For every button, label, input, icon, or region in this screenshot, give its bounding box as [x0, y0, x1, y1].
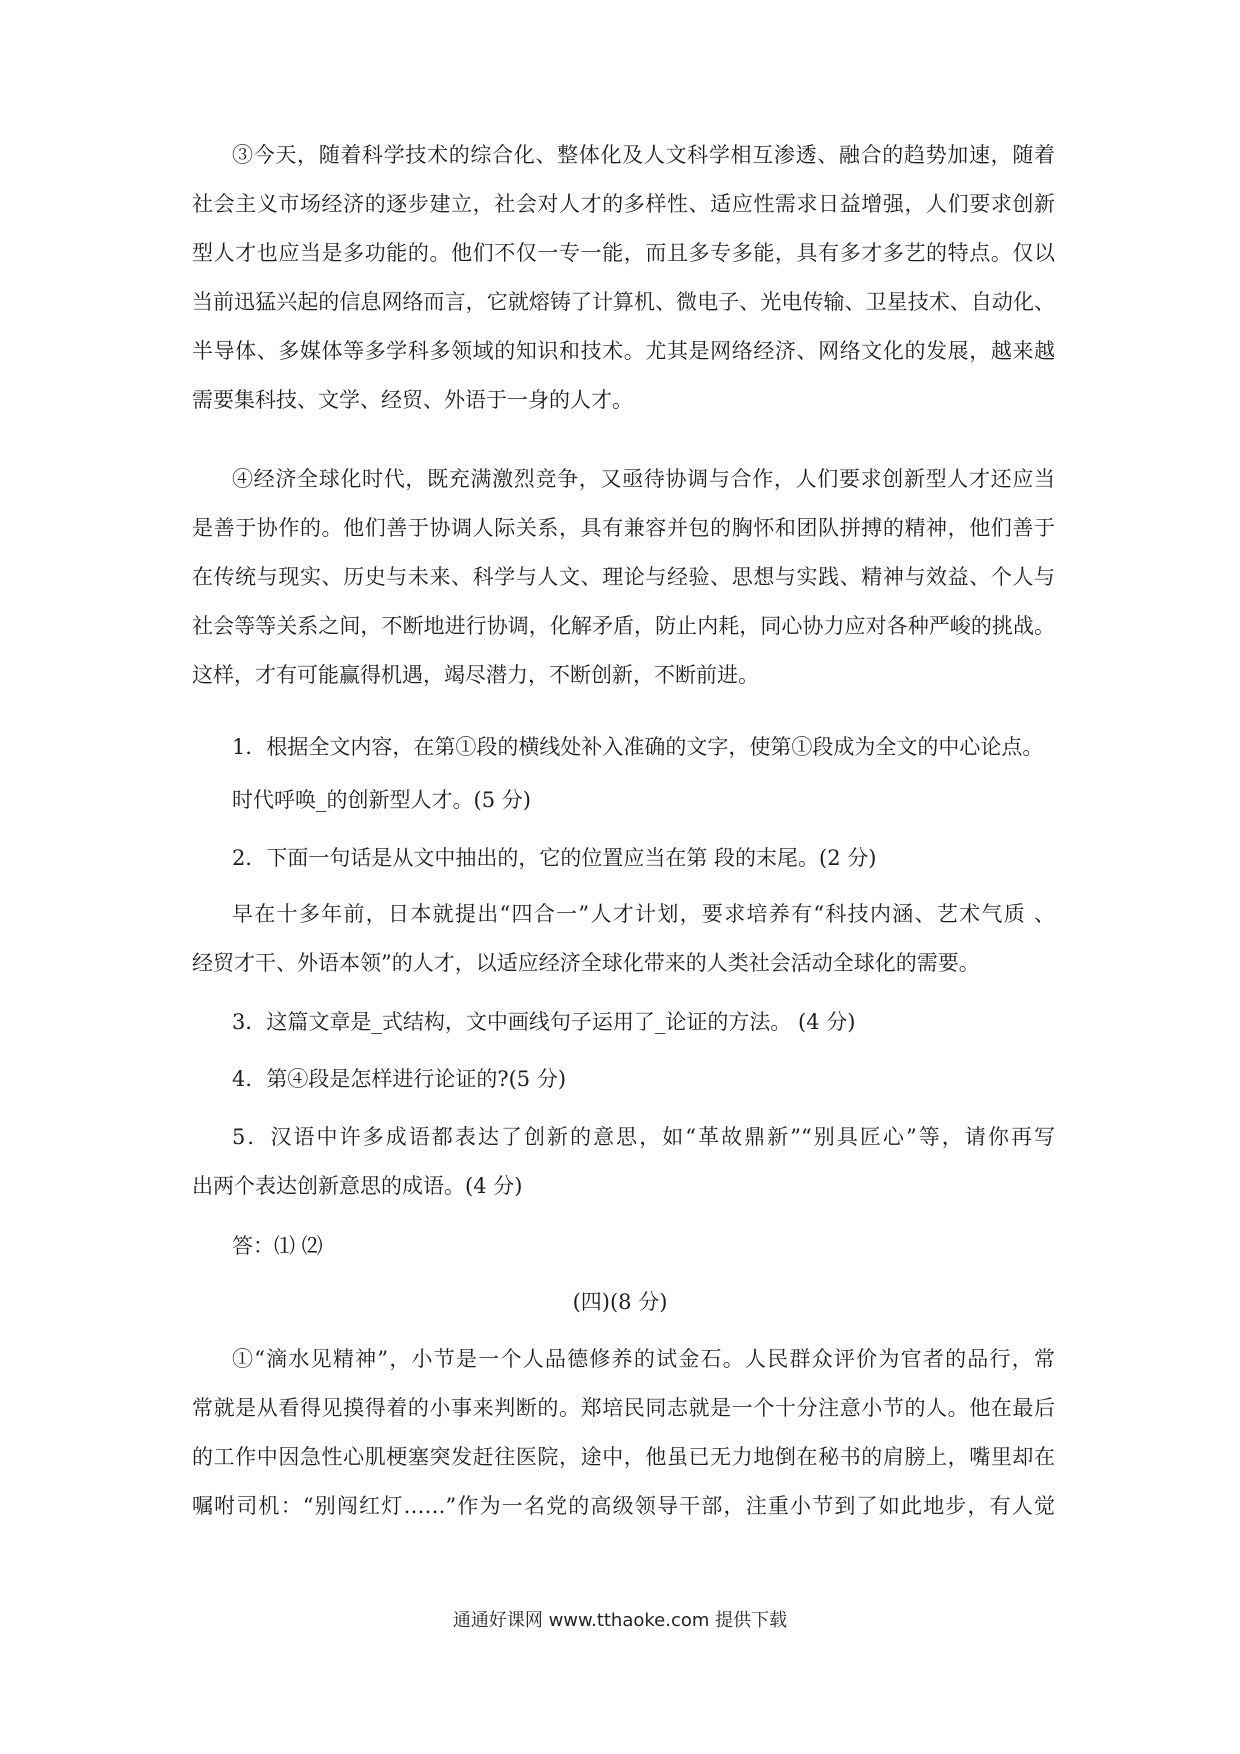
question-4: 4．第④段是怎样进行论证的?(5 分): [232, 1067, 567, 1091]
paragraph-line: 型人才也应当是多功能的。他们不仅一专一能，而且多专多能，具有多才多艺的特点。仅以: [192, 241, 1055, 265]
question-1-fill: 时代呼唤_的创新型人才。(5 分): [232, 788, 531, 812]
section-4-paragraph-1: [192, 1335, 1055, 1531]
paragraph-3: [192, 131, 1055, 425]
paragraph-line: 需要集科技、文学、经贸、外语于一身的人才。: [192, 388, 633, 412]
question-2: 2．下面一句话是从文中抽出的，它的位置应当在第 段的末尾。(2 分): [232, 846, 877, 870]
question-3: 3．这篇文章是_式结构，文中画线句子运用了_论证的方法。 (4 分): [232, 1010, 856, 1034]
paragraph-line: 在传统与现实、历史与未来、科学与人文、理论与经验、思想与实践、精神与效益、个人与: [192, 565, 1055, 589]
paragraph-line: 的工作中因急性心肌梗塞突发赶往医院，途中，他虽已无力地倒在秘书的肩膀上，嘴里却在: [192, 1445, 1055, 1469]
paragraph-line: 嘱咐司机：“别闯红灯……”作为一名党的高级领导干部，注重小节到了如此地步，有人觉: [192, 1494, 1055, 1518]
paragraph-4: [192, 455, 1055, 700]
paragraph-line: 当前迅猛兴起的信息网络而言，它就熔铸了计算机、微电子、光电传输、卫星技术、自动化、: [192, 290, 1055, 314]
paragraph-line: ①“滴水见精神”，小节是一个人品德修养的试金石。人民群众评价为官者的品行，常: [232, 1347, 1055, 1371]
question-1: 1．根据全文内容，在第①段的横线处补入准确的文字，使第①段成为全文的中心论点。: [232, 735, 1044, 759]
paragraph-line: 社会等等关系之间，不断地进行协调，化解矛盾，防止内耗，同心协力应对各种严峻的挑战。: [192, 614, 1055, 638]
answer-line: 答：⑴ ⑵: [232, 1234, 323, 1258]
paragraph-line: 常就是从看得见摸得着的小事来判断的。郑培民同志就是一个十分注意小节的人。他在最后: [192, 1396, 1055, 1420]
paragraph-line: 是善于协作的。他们善于协调人际关系，具有兼容并包的胸怀和团队拼搏的精神，他们善于: [192, 516, 1055, 540]
page-footer: 通通好课网 www.tthaoke.com 提供下载: [452, 1610, 788, 1631]
paragraph-line: ④经济全球化时代，既充满激烈竞争，又亟待协调与合作，人们要求创新型人才还应当: [232, 467, 1055, 491]
question-line: 出两个表达创新意思的成语。(4 分): [192, 1174, 523, 1198]
quote-line: 经贸才干、外语本领”的人才，以适应经济全球化带来的人类社会活动全球化的需要。: [192, 951, 980, 975]
question-2-quote: [192, 890, 1055, 988]
question-5: [192, 1113, 1055, 1211]
paragraph-line: 半导体、多媒体等多学科多领域的知识和技术。尤其是网络经济、网络文化的发展，越来越: [192, 339, 1055, 363]
section-heading: (四)(8 分): [572, 1290, 668, 1314]
paragraph-line: 社会主义市场经济的逐步建立，社会对人才的多样性、适应性需求日益增强，人们要求创新: [192, 192, 1055, 216]
paragraph-line: 这样，才有可能赢得机遇，竭尽潜力，不断创新，不断前进。: [192, 663, 759, 687]
question-line: 5．汉语中许多成语都表达了创新的意思，如“革故鼎新”“别具匠心”等，请你再写: [232, 1125, 1055, 1149]
quote-line: 早在十多年前，日本就提出“四合一”人才计划，要求培养有“科技内涵、艺术气质 、: [232, 902, 1055, 926]
paragraph-line: ③今天，随着科学技术的综合化、整体化及人文科学相互渗透、融合的趋势加速，随着: [232, 143, 1055, 167]
